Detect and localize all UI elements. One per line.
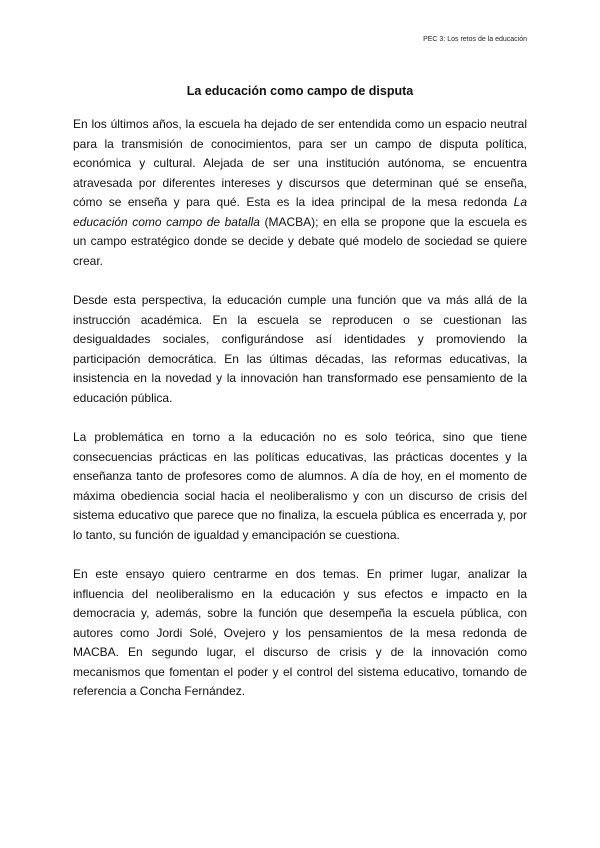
paragraph-4: En este ensayo quiero centrarme en dos temas. En primer lugar, analizar la influencia del neoliberalismo en la educación y sus efectos e impacto en la democracia y, además, sobre la función que desempeña la escuela pública, con autores como Jordi Solé, Ovejero y los pensamientos de la mesa redonda de MACBA. En segundo lugar, el discurso de crisis y de la innovación como mecanismos que fomentan el poder y el control del sistema educativo, tomando de referencia a Concha Fernández. <box>73 567 527 698</box>
paragraph-2: Desde esta perspectiva, la educación cumple una función que va más allá de la instrucción académica. En la escuela se reproducen o se cuestionan las desigualdades sociales, configurándose así identidades y promoviendo la participación democrática. En las últimas décadas, las reformas educativas, la insistencia en la novedad y la innovación han transformado ese pensamiento de la educación pública. <box>73 293 527 405</box>
paragraph-3: La problemática en torno a la educación no es solo teórica, sino que tiene consecuencias prácticas en las políticas educativas, las prácticas docentes y la enseñanza tanto de profesores como de alumnos. A día de hoy, en el momento de máxima obediencia social hacia el neoliberalismo y con un discurso de crisis del sistema educativo que parece que no finaliza, la escuela pública es encerrada y, por lo tanto, su función de igualdad y emancipación se cuestiona. <box>73 430 527 542</box>
round-table-title: La educación como campo de batalla <box>73 195 527 229</box>
document-body <box>73 115 527 722</box>
running-header: PEC 3: Los retos de la educación <box>423 36 527 43</box>
paragraph-1-text-start: En los últimos años, la escuela ha dejado de ser entendida como un espacio neutral para la transmisión de conocimientos, para ser un campo de disputa política, económica y cultural. Alejada de ser una institución autónoma, se encuentra atravesada por diferentes intereses y discursos que determinan qué se enseña, cómo se enseña y para qué. Esta es la idea principal de la mesa redonda <box>73 117 527 209</box>
paragraph-1 <box>73 115 527 271</box>
paragraph-1-text-end: (MACBA); en ella se propone que la escuela es un campo estratégico donde se decide y debate qué modelo de sociedad se quiere crear. <box>73 214 527 268</box>
document-title: La educación como campo de disputa <box>186 84 414 98</box>
